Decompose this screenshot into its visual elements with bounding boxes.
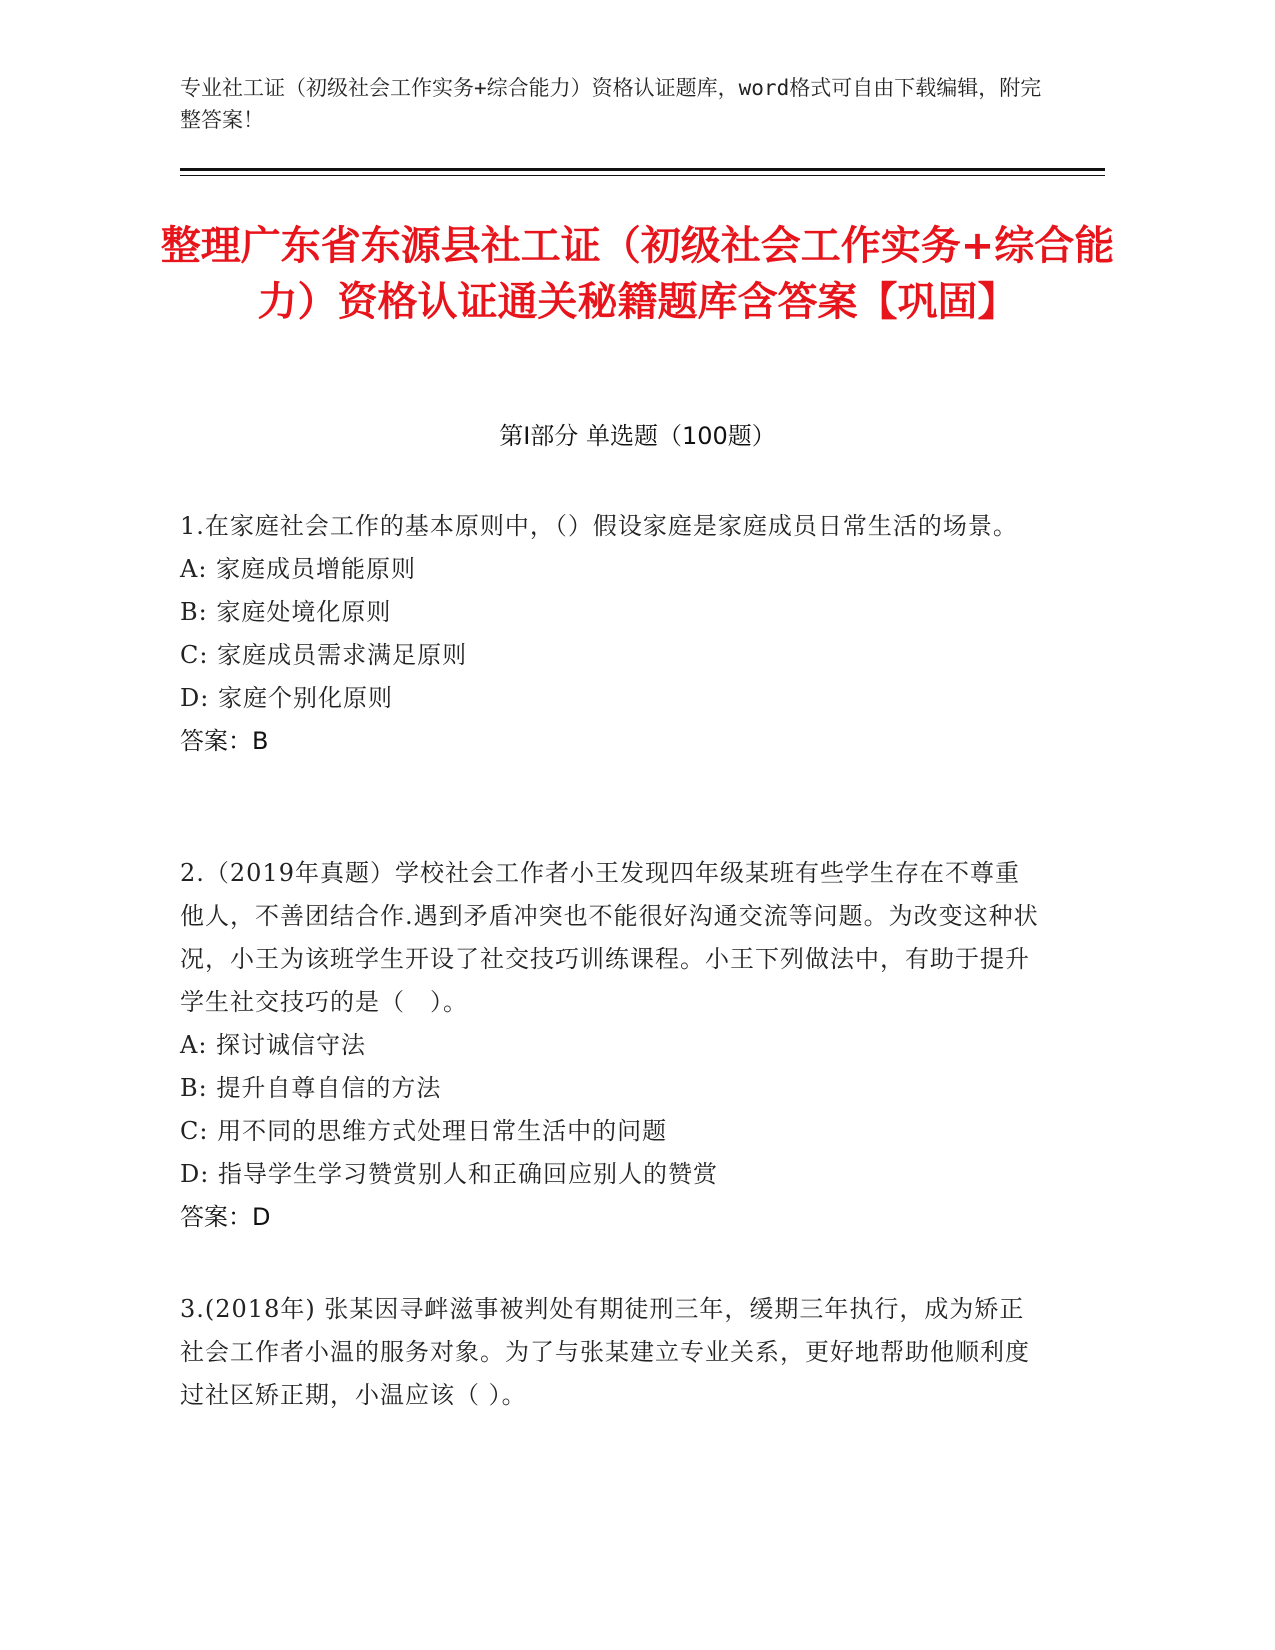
option-b: B: 提升自尊自信的方法 [180,1074,442,1102]
question-stem: 3.(2018年) 张某因寻衅滋事被判处有期徒刑三年，缓期三年执行，成为矫正社会工作者小温的服务对象。为了与张某建立专业关系，更好地帮助他顺利度过社区矫正期，小温应该（ ）。 [180,1295,1030,1409]
answer-label: 答案：D [180,1203,271,1231]
question-3 [180,1288,1040,1417]
option-c: C: 用不同的思维方式处理日常生活中的问题 [180,1117,668,1145]
option-d: D: 家庭个别化原则 [180,684,393,712]
question-stem: 2.（2019年真题）学校社会工作者小王发现四年级某班有些学生存在不尊重他人，不善团结合作.遇到矛盾冲突也不能很好沟通交流等问题。为改变这种状况，小王为该班学生开设了社交技巧训练课程。小王下列做法中，有助于提升学生社交技巧的是（ ）。 [180,859,1039,1016]
header-note: 专业社工证（初级社会工作实务+综合能力）资格认证题库，word格式可自由下载编辑，附完整答案！ [180,76,1042,132]
header-divider-thin [180,175,1105,176]
question-stem: 1.在家庭社会工作的基本原则中，（）假设家庭是家庭成员日常生活的场景。 [180,512,1018,540]
option-b: B: 家庭处境化原则 [180,598,392,626]
section-heading: 第Ⅰ部分 单选题（100题） [499,422,776,450]
option-c: C: 家庭成员需求满足原则 [180,641,468,669]
option-d: D: 指导学生学习赞赏别人和正确回应别人的赞赏 [180,1160,718,1188]
question-1 [180,505,1040,763]
answer-label: 答案：B [180,727,269,755]
option-a: A: 探讨诚信守法 [180,1031,367,1059]
document-title: 整理广东省东源县社工证（初级社会工作实务+综合能力）资格认证通关秘籍题库含答案【巩固】 [160,223,1115,325]
question-2 [180,852,1040,1239]
option-a: A: 家庭成员增能原则 [180,555,417,583]
header-divider-thick [180,168,1105,171]
